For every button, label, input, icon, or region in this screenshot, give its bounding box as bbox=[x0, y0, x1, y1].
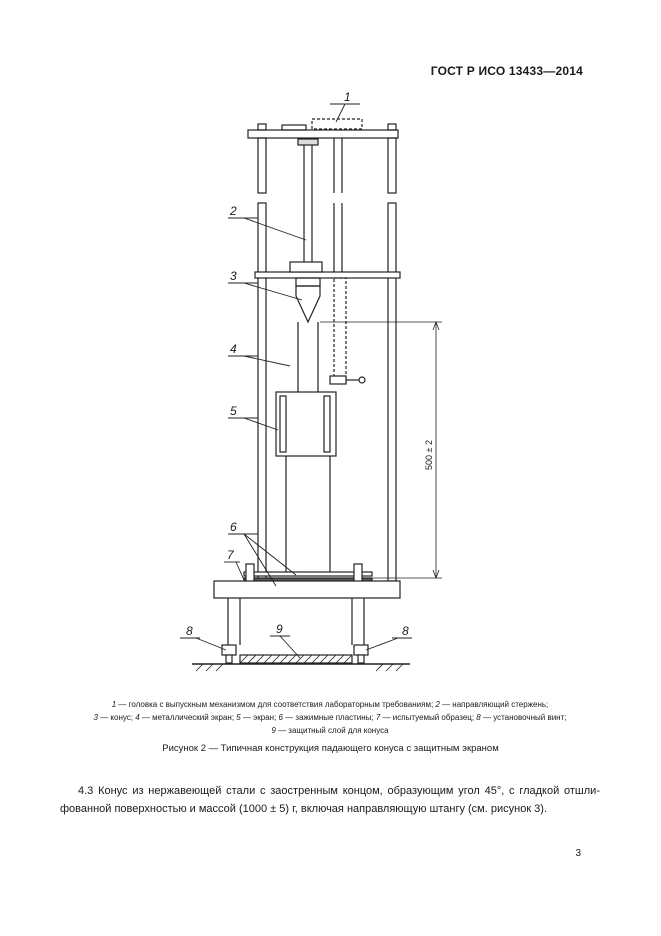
paragraph-4-3: 4.3 Конус из нержавеющей стали с заостренным концом, образующим угол 45°, с гладкой отшлифованной поверхностью и массой (1000 ± 5) г, включая направляющую штангу (см. рисунок 3). bbox=[60, 785, 600, 815]
callout-5: 5 bbox=[230, 404, 237, 418]
adjusting-screw-right bbox=[354, 645, 368, 655]
callout-1: 1 bbox=[344, 90, 351, 104]
left-column-lower bbox=[258, 203, 266, 581]
callout-8-left: 8 bbox=[186, 624, 193, 638]
callout-7: 7 bbox=[227, 548, 234, 562]
cone bbox=[296, 286, 320, 322]
left-column-upper bbox=[258, 138, 266, 193]
document-header: ГОСТ Р ИСО 13433—2014 bbox=[430, 64, 583, 78]
clamp-plate-upper bbox=[244, 572, 372, 576]
callout-3: 3 bbox=[230, 269, 237, 283]
figure-caption: Рисунок 2 — Типичная конструкция падающего конуса с защитным экраном bbox=[162, 743, 499, 754]
screen bbox=[276, 392, 336, 456]
callout-2: 2 bbox=[230, 204, 237, 218]
page-number: 3 bbox=[575, 848, 581, 859]
callout-9: 9 bbox=[276, 622, 283, 636]
figure-legend: 1 — головка с выпускным механизмом для соответствия лабораторным требованиям; 2 — направляющий стержень; 3 — конус; 4 — металлический экран; 5 — экран; 6 — зажимные пластины; 7 — испытуемый образец; 8 — установочный винт; 9 — защитный слой для конуса bbox=[93, 700, 567, 735]
middle-plate bbox=[255, 272, 400, 278]
callout-4: 4 bbox=[230, 342, 237, 356]
adjusting-screw-left bbox=[222, 645, 236, 655]
right-column-lower bbox=[388, 203, 396, 581]
right-column-upper bbox=[388, 138, 396, 193]
callout-6: 6 bbox=[230, 520, 237, 534]
base-plate bbox=[214, 581, 400, 598]
top-plate bbox=[248, 130, 398, 138]
dimension-500: 500 ± 2 bbox=[424, 440, 434, 470]
callout-8-right: 8 bbox=[402, 624, 409, 638]
